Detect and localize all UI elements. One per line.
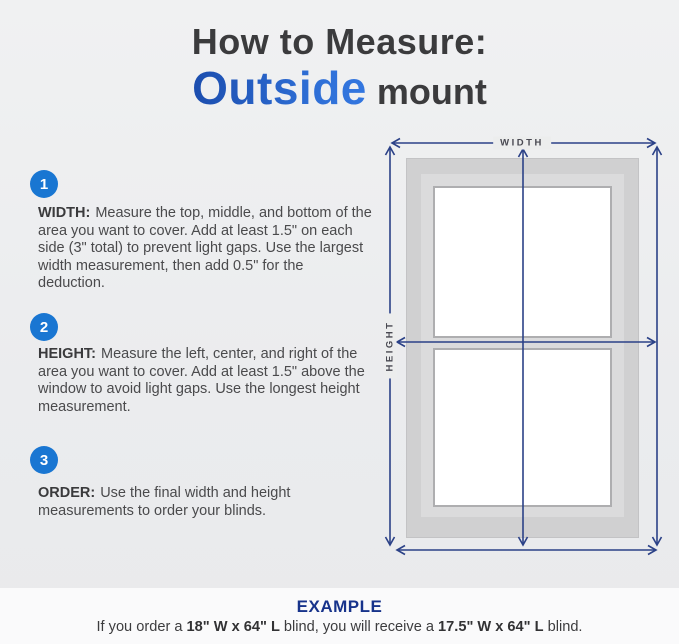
height-arrow-center [519, 149, 528, 545]
step-1-label: WIDTH: [38, 205, 91, 221]
step-3-text [38, 485, 372, 520]
step-1-text [38, 205, 372, 293]
window-diagram [375, 130, 675, 580]
step-3-label: ORDER: [38, 485, 96, 501]
example-section [0, 588, 679, 644]
title-block [0, 22, 679, 113]
step-2-text [38, 346, 372, 416]
example-order-size: 18" W x 64" L [186, 619, 280, 635]
step-3-body: Use the final width and height measurements to order your blinds. [38, 485, 291, 519]
width-arrow-bottom [397, 546, 656, 555]
example-middle: blind, you will receive a [279, 619, 439, 635]
example-heading: EXAMPLE [296, 597, 383, 616]
height-dimension-label: HEIGHT [384, 314, 397, 379]
step-2-body: Measure the left, center, and right of the area you want to cover. Add at least 1.5" above the window to avoid light gaps. Use the longest height measurement. [38, 346, 365, 415]
step-1-body: Measure the top, middle, and bottom of the area you want to cover. Add at least 1.5" on each side (3" total) to prevent light gaps. Use the largest width measurement, then add 0.5" for the deduction. [38, 205, 372, 291]
height-arrow-right [653, 147, 662, 545]
mount-type-suffix: mount [376, 70, 487, 112]
width-dimension-label: WIDTH [493, 137, 551, 150]
step-2-number-badge: 2 [30, 313, 58, 341]
example-suffix: blind. [543, 619, 583, 635]
example-sentence [0, 619, 679, 635]
step-3-number-badge: 3 [30, 446, 58, 474]
step-2-label: HEIGHT: [38, 346, 96, 362]
measurement-arrows [375, 130, 675, 580]
mount-type-highlight: Outside [192, 61, 367, 114]
example-receive-size: 17.5" W x 64" L [438, 619, 544, 635]
page-title: How to Measure: [191, 21, 488, 62]
step-1-number-badge: 1 [30, 170, 58, 198]
page-subtitle [0, 63, 679, 114]
example-prefix: If you order a [96, 619, 187, 635]
width-arrow-middle [397, 338, 655, 347]
